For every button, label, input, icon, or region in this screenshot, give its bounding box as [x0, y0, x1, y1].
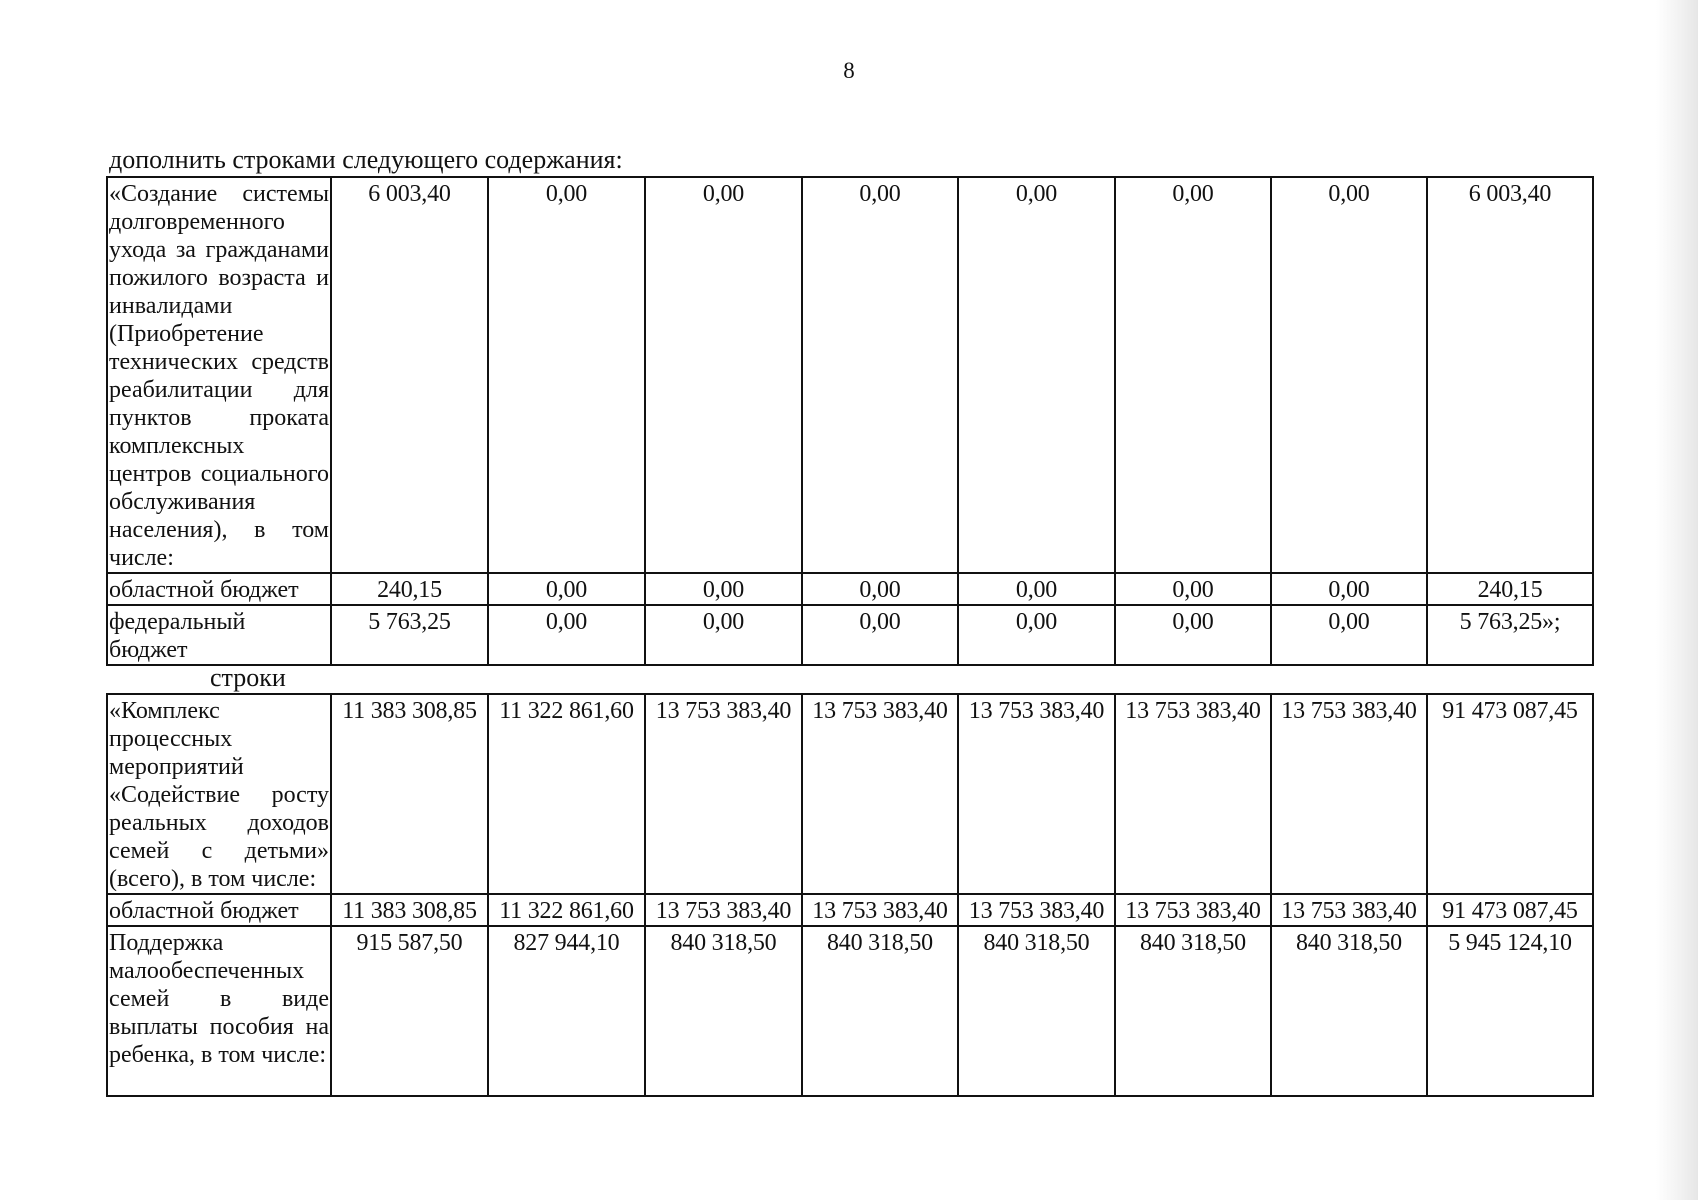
budget-table-rows [106, 693, 1594, 1097]
value-cell: 240,15 [331, 573, 488, 605]
value-cell: 13 753 383,40 [645, 694, 802, 894]
table-row [107, 694, 1593, 894]
value-cell: 0,00 [1271, 573, 1427, 605]
value-cell: 0,00 [488, 177, 645, 573]
value-cell: 915 587,50 [331, 926, 488, 1096]
value-cell: 13 753 383,40 [1271, 694, 1427, 894]
value-cell: 0,00 [488, 605, 645, 665]
value-cell: 0,00 [1271, 177, 1427, 573]
row-description: «Создание системы долговременного ухода за гражданами пожилого возраста и инвалидами (Приобретение технических средств реабилитации для пунктов проката комплексных центров социального обслуживания населения), в том числе: [107, 177, 331, 573]
page-number: 8 [843, 58, 855, 83]
value-cell: 0,00 [958, 605, 1115, 665]
table-row [107, 177, 1593, 573]
value-cell: 13 753 383,40 [1115, 694, 1271, 894]
value-cell: 13 753 383,40 [802, 694, 958, 894]
total-cell: 240,15 [1427, 573, 1593, 605]
value-cell: 6 003,40 [331, 177, 488, 573]
value-cell: 840 318,50 [802, 926, 958, 1096]
value-cell: 11 322 861,60 [488, 894, 645, 926]
value-cell: 11 383 308,85 [331, 894, 488, 926]
value-cell: 0,00 [1271, 605, 1427, 665]
value-cell: 0,00 [958, 573, 1115, 605]
total-cell: 6 003,40 [1427, 177, 1593, 573]
value-cell: 13 753 383,40 [958, 694, 1115, 894]
total-cell: 91 473 087,45 [1427, 894, 1593, 926]
value-cell: 11 383 308,85 [331, 694, 488, 894]
row-description: областной бюджет [107, 894, 331, 926]
value-cell: 840 318,50 [1115, 926, 1271, 1096]
table-row [107, 573, 1593, 605]
rows-label: строки [210, 663, 286, 692]
value-cell: 0,00 [1115, 605, 1271, 665]
row-description: областной бюджет [107, 573, 331, 605]
total-cell: 5 945 124,10 [1427, 926, 1593, 1096]
row-description: «Комплекс процессных мероприятий «Содействие росту реальных доходов семей с детьми» (всего), в том числе: [107, 694, 331, 894]
value-cell: 0,00 [1115, 177, 1271, 573]
table-row [107, 605, 1593, 665]
intro-text: дополнить строками следующего содержания: [109, 145, 623, 174]
value-cell: 0,00 [958, 177, 1115, 573]
row-description: Поддержка малообеспеченных семей в виде выплаты пособия на ребенка, в том числе: [107, 926, 331, 1096]
value-cell: 0,00 [645, 177, 802, 573]
value-cell: 13 753 383,40 [958, 894, 1115, 926]
value-cell: 840 318,50 [645, 926, 802, 1096]
value-cell: 13 753 383,40 [1271, 894, 1427, 926]
value-cell: 0,00 [802, 573, 958, 605]
total-cell: 91 473 087,45 [1427, 694, 1593, 894]
value-cell: 840 318,50 [1271, 926, 1427, 1096]
value-cell: 0,00 [488, 573, 645, 605]
value-cell: 0,00 [802, 605, 958, 665]
value-cell: 0,00 [1115, 573, 1271, 605]
table-row [107, 894, 1593, 926]
table-row [107, 926, 1593, 1096]
row-description: федеральный бюджет [107, 605, 331, 665]
value-cell: 11 322 861,60 [488, 694, 645, 894]
value-cell: 5 763,25 [331, 605, 488, 665]
value-cell: 0,00 [645, 573, 802, 605]
value-cell: 0,00 [802, 177, 958, 573]
total-cell: 5 763,25»; [1427, 605, 1593, 665]
value-cell: 13 753 383,40 [645, 894, 802, 926]
scan-edge-shadow [1656, 0, 1698, 1200]
value-cell: 13 753 383,40 [802, 894, 958, 926]
value-cell: 840 318,50 [958, 926, 1115, 1096]
value-cell: 827 944,10 [488, 926, 645, 1096]
value-cell: 0,00 [645, 605, 802, 665]
budget-table-added-rows [106, 176, 1594, 666]
value-cell: 13 753 383,40 [1115, 894, 1271, 926]
